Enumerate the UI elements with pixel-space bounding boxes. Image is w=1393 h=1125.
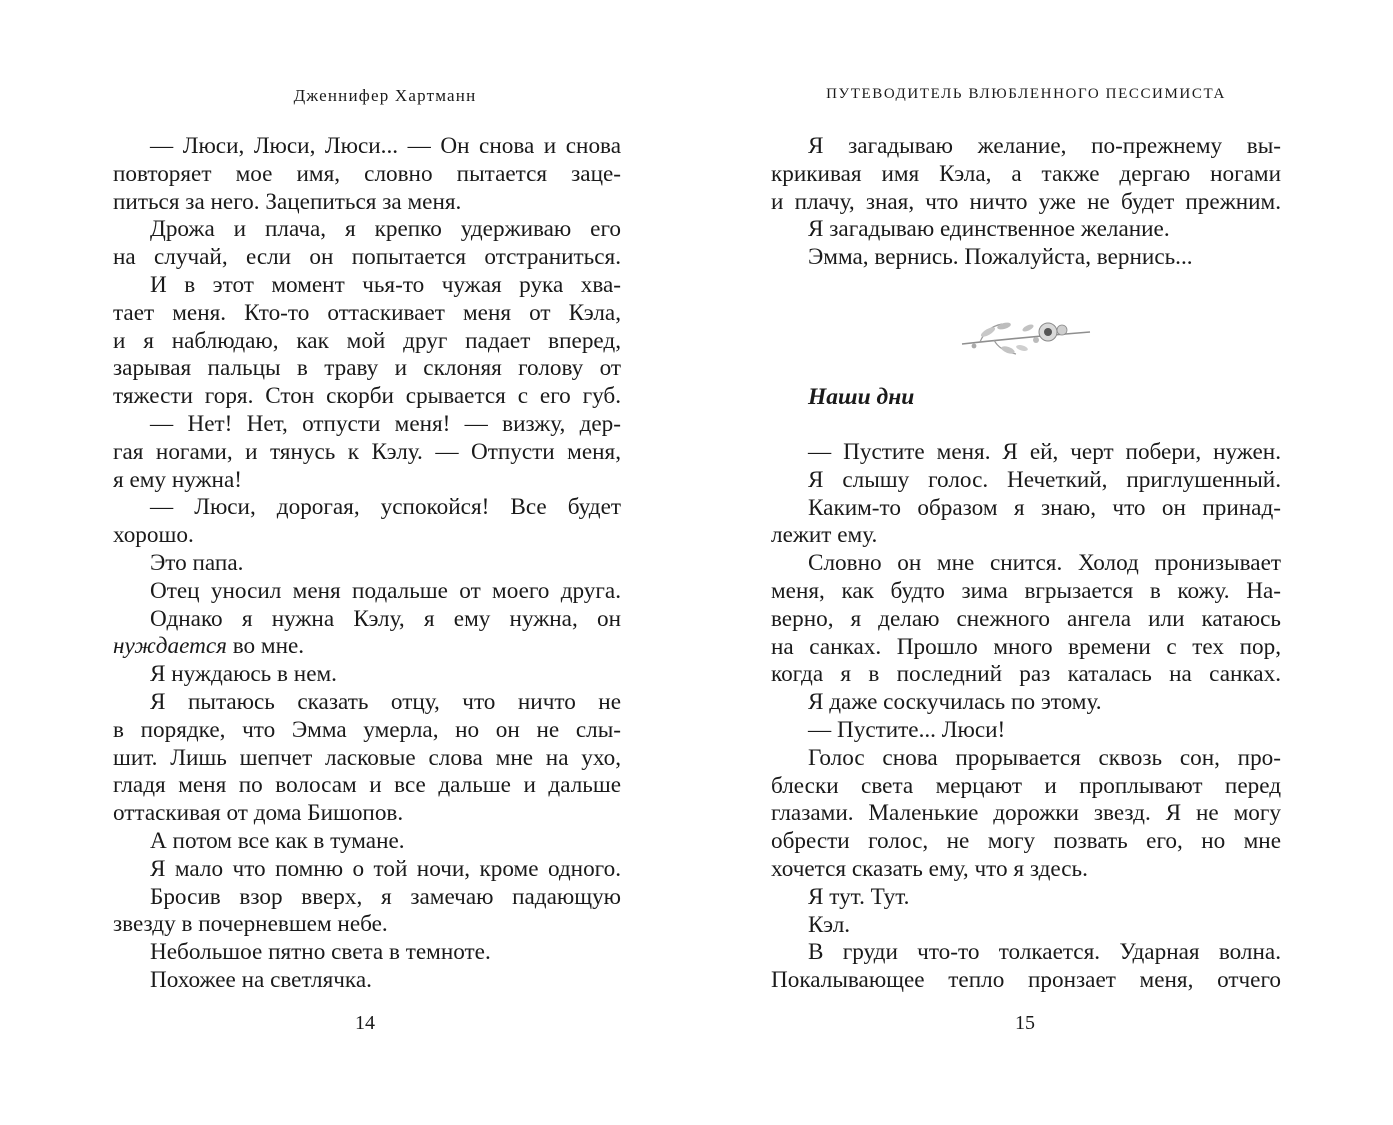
text-line: лежит ему.	[771, 522, 878, 549]
text-line: на случай, если он попытается отстраниться.	[113, 244, 621, 271]
text-line: Однако я нужна Кэлу, я ему нужна, он	[150, 605, 621, 632]
text-line: Бросив взор вверх, я замечаю падающую	[150, 883, 621, 910]
text-line: крикивая имя Кэла, а также дергаю ногами	[771, 160, 1281, 187]
text-line: хорошо.	[113, 522, 194, 549]
text-line: Я нуждаюсь в нем.	[150, 661, 337, 688]
text-line: и плачу, зная, что ничто уже не будет прежним.	[771, 188, 1281, 215]
text-line: зарывая пальцы в траву и склоняя голову от	[113, 355, 621, 382]
running-head-author: Дженнифер Хартманн	[293, 86, 477, 105]
text-line: Дрожа и плача, я крепко удерживаю его	[150, 216, 621, 243]
right-page	[700, 0, 1390, 1125]
text-line: тяжести горя. Стон скорби срывается с его губ.	[113, 383, 621, 410]
left-page	[0, 0, 690, 1125]
text-line: на санках. Прошло много времени с тех пор,	[771, 633, 1281, 660]
text-line: — Пустите... Люси!	[808, 716, 1006, 743]
page-number-right: 15	[1015, 1012, 1035, 1034]
text-line: Словно он мне снится. Холод пронизывает	[808, 550, 1281, 577]
text-line: Отец уносил меня подальше от моего друга.	[150, 577, 621, 604]
text-line: Я слышу голос. Нечеткий, приглушенный.	[808, 466, 1281, 493]
text-line: Я даже соскучилась по этому.	[808, 689, 1102, 716]
text-line: верно, я делаю снежного ангела или катаюсь	[771, 605, 1281, 632]
text-line: хочется сказать ему, что я здесь.	[771, 855, 1088, 882]
right-body-text-top	[771, 133, 1281, 272]
text-line: Каким-то образом я знаю, что он принад-	[808, 494, 1281, 521]
text-line: гладя меня по волосам и все дальше и дальше	[113, 772, 621, 799]
text-line: И в этот момент чья-то чужая рука хва-	[150, 271, 621, 298]
text-line: звезду в почерневшем небе.	[113, 911, 388, 938]
running-head-title: ПУТЕВОДИТЕЛЬ ВЛЮБЛЕННОГО ПЕССИМИСТА	[826, 86, 1226, 102]
text-line: блески света мерцают и проплывают перед	[771, 772, 1281, 799]
text-line: меня, как будто зима вгрызается в кожу. На-	[771, 577, 1281, 604]
text-line: Я мало что помню о той ночи, кроме одного.	[150, 855, 621, 882]
text-line: Покалывающее тепло пронзает меня, отчего	[771, 967, 1281, 994]
text-line: в порядке, что Эмма умерла, но он не слы-	[113, 716, 621, 743]
text-line: питься за него. Зацепиться за меня.	[113, 188, 462, 215]
text-line: Похожее на светлячка.	[150, 966, 372, 993]
text-line: Кэл.	[808, 911, 851, 938]
text-line: Эмма, вернись. Пожалуйста, вернись...	[808, 244, 1193, 271]
text-line: А потом все как в тумане.	[150, 827, 405, 854]
text-line: обрести голос, не могу позвать его, но мне	[771, 828, 1281, 855]
emphasis-text: нуждается	[113, 633, 227, 660]
text-line: Небольшое пятно света в темноте.	[150, 939, 491, 966]
text-line: Я пытаюсь сказать отцу, что ничто не	[150, 688, 621, 715]
text-line: Я загадываю желание, по-прежнему вы-	[808, 133, 1281, 159]
text-line: оттаскивая от дома Бишопов.	[113, 800, 404, 827]
text-line: — Пустите меня. Я ей, черт побери, нужен.	[808, 439, 1281, 465]
line-text: во мне.	[226, 633, 305, 660]
page-number-left: 14	[355, 1012, 375, 1034]
section-title: Наши дни	[808, 384, 915, 410]
right-body-text-bottom	[771, 439, 1281, 995]
text-line: тает меня. Кто-то оттаскивает меня от Кэла,	[113, 299, 621, 326]
text-line: я ему нужна!	[113, 466, 242, 493]
text-line: глазами. Маленькие дорожки звезд. Я не могу	[771, 800, 1281, 827]
text-line: шит. Лишь шепчет ласковые слова мне на ухо,	[113, 744, 621, 771]
text-line: повторяет мое имя, словно пытается заце-	[113, 160, 621, 187]
text-line: Я тут. Тут.	[808, 883, 910, 910]
floral-sprig-icon	[958, 310, 1094, 360]
text-line	[113, 633, 621, 661]
text-line: Я загадываю единственное желание.	[808, 216, 1170, 243]
text-line: В груди что-то толкается. Ударная волна.	[808, 939, 1281, 966]
text-line: — Нет! Нет, отпусти меня! — визжу, дер-	[150, 410, 621, 437]
text-line: когда я в последний раз каталась на санках.	[771, 661, 1281, 688]
text-line: — Люси, дорогая, успокойся! Все будет	[150, 494, 621, 521]
text-line: Это папа.	[150, 549, 244, 576]
text-line: гая ногами, и тянусь к Кэлу. — Отпусти меня,	[113, 438, 621, 465]
text-line: Голос снова прорывается сквозь сон, про-	[808, 744, 1281, 771]
text-line: и я наблюдаю, как мой друг падает вперед,	[113, 327, 621, 354]
left-body-text	[113, 133, 621, 995]
text-line: — Люси, Люси, Люси... — Он снова и снова	[150, 133, 621, 159]
